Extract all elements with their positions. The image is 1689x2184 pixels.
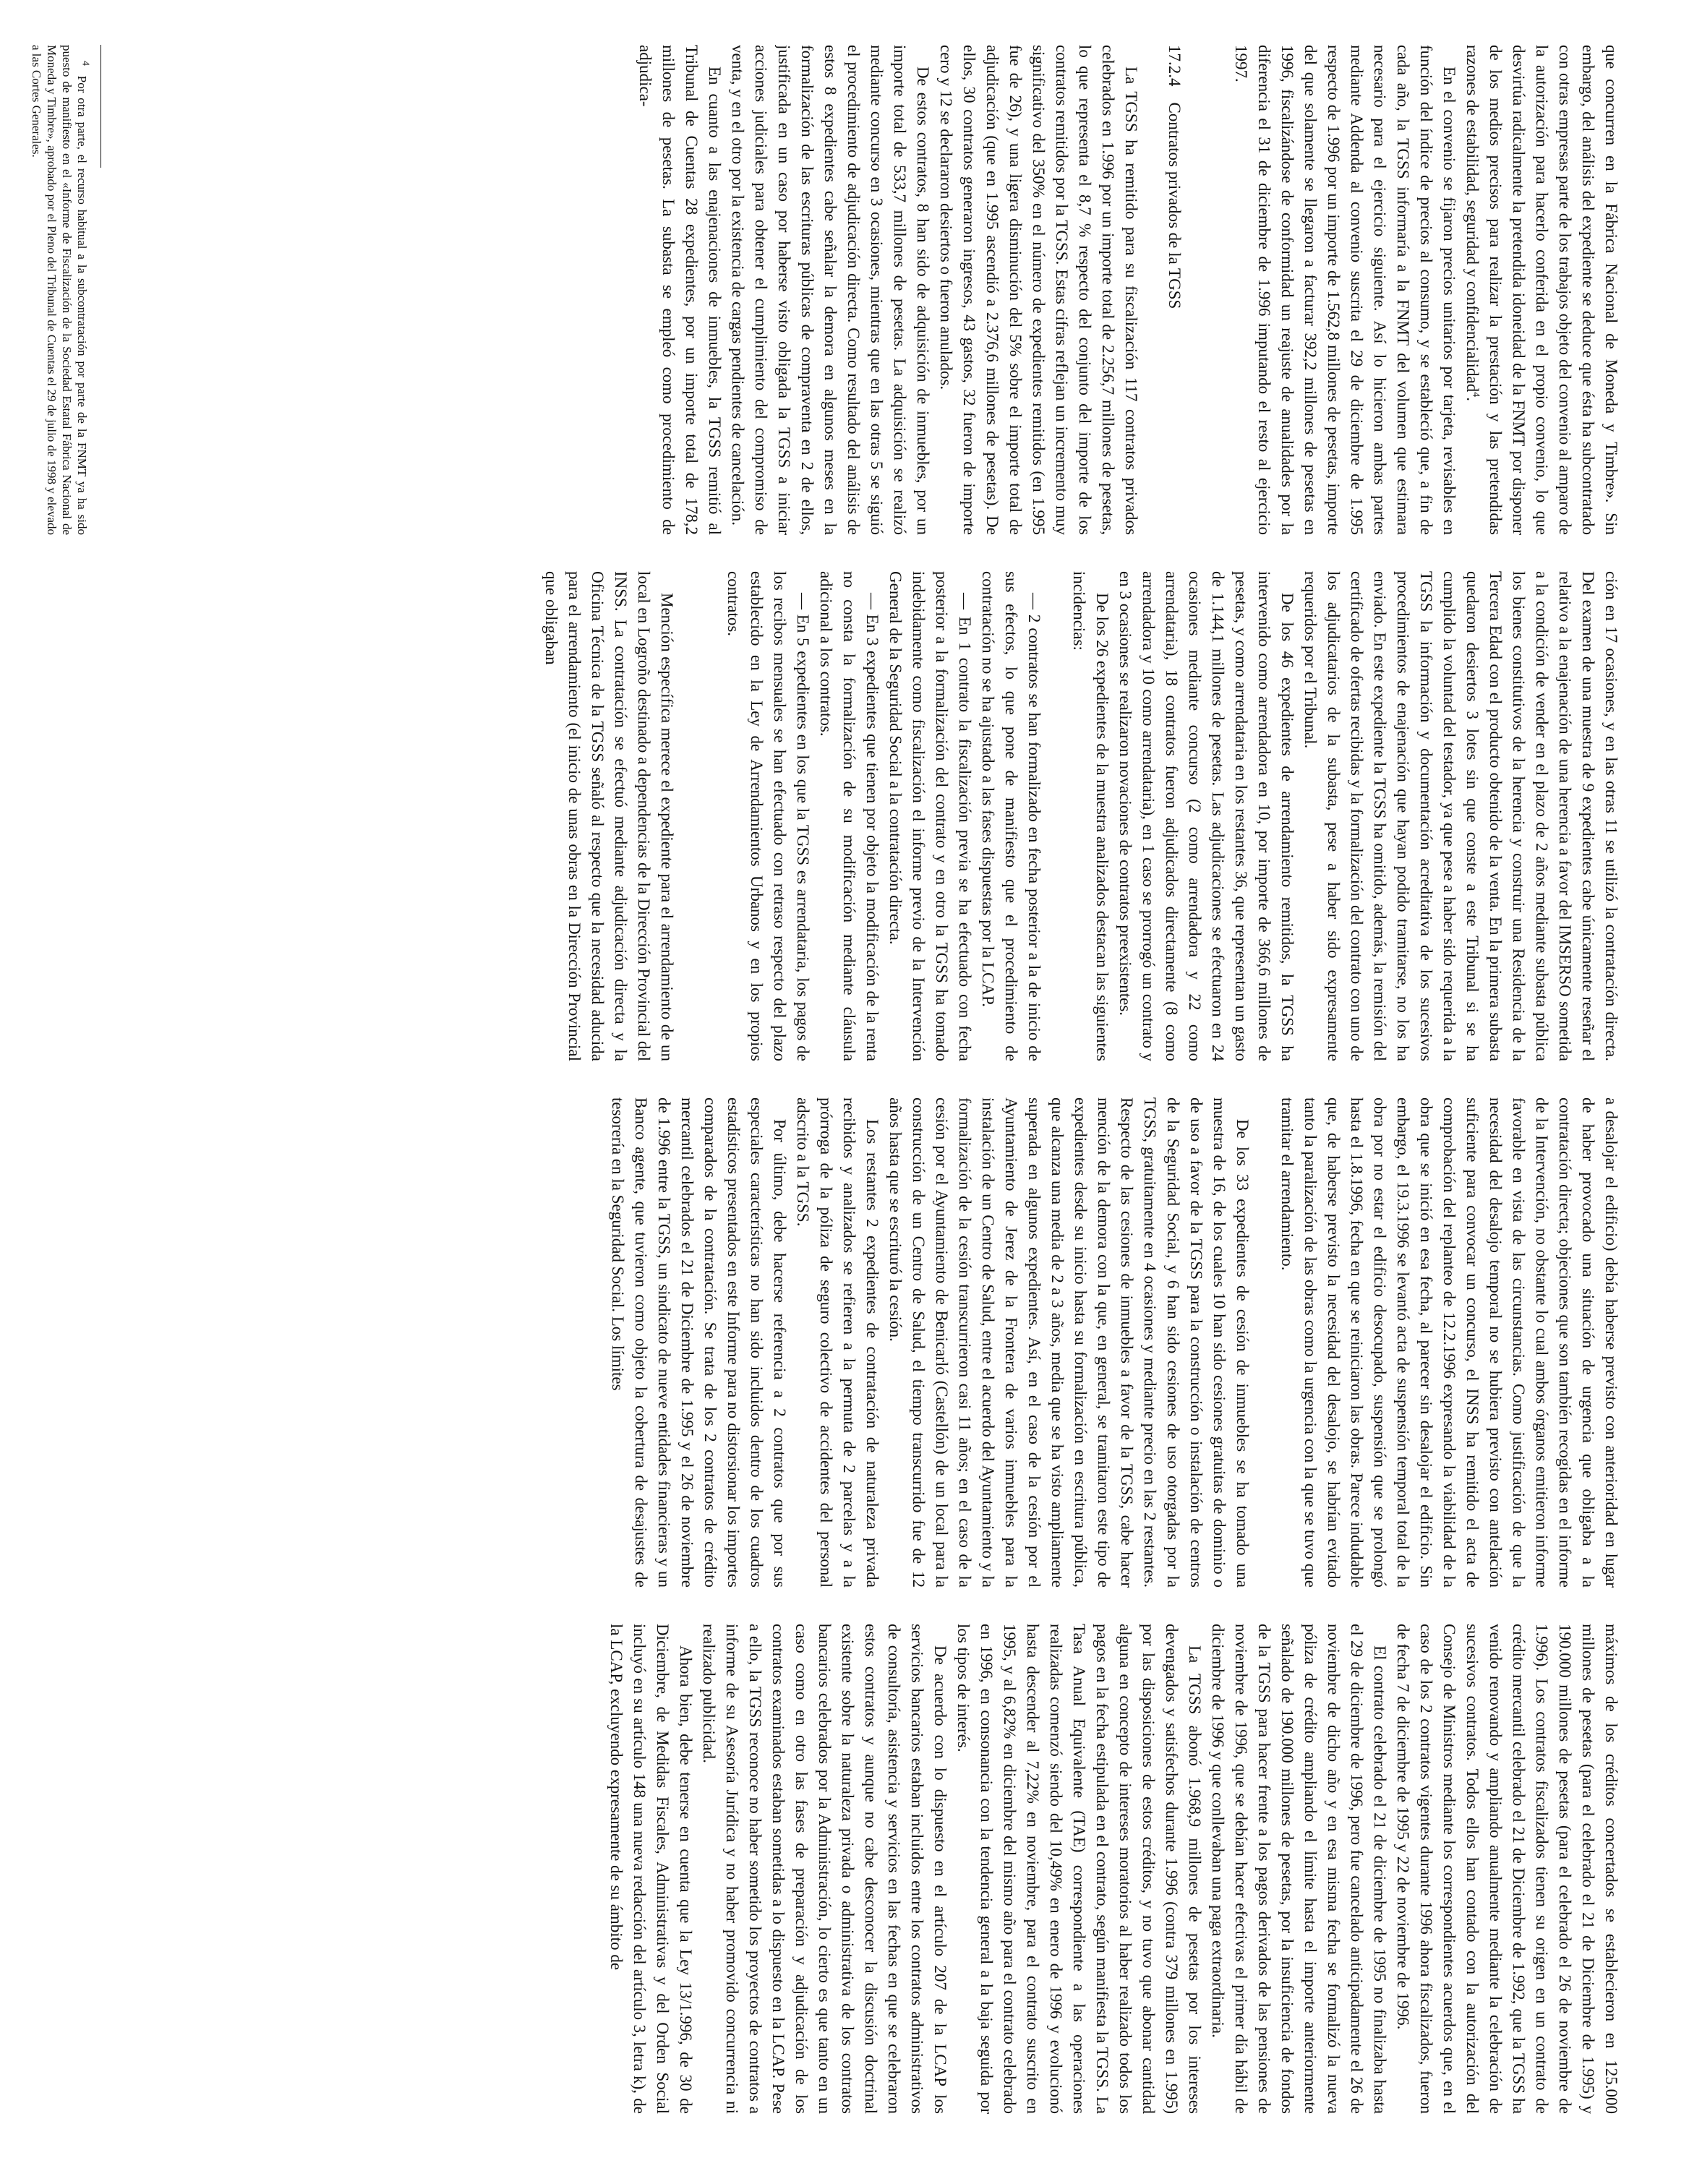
- paragraph: Mención específica merece el expediente para el arrendamiento de un local en Logroño destinado a dependencias de la Dirección Provincial del INSS. La contratación se efectuó mediante adjudicación directa y la Oficina Técnica de la TGSS señaló al respecto que la necesidad aducida para el arrendamiento (el inicio de unas obras en la Dirección Provincial que obligaban: [542, 571, 676, 1061]
- column-3: [32, 1097, 1622, 1588]
- paragraph: ción en 17 ocasiones, y en las otras 11 se utilizó la contratación directa. Del examen de una muestra de 9 expedientes cabe únicamente reseñar el relativo a la enajenación de una herencia a favor del IMSERSO sometida a la condición de vender en el plazo de 2 años mediante subasta pública los bienes constitutivos de la herencia y construir una Residencia de la Tercera Edad con el producto obtenido de la venta. En la primera subasta quedaron desiertos 3 lotes sin que conste a este Tribunal si se ha cumplido la voluntad del testador, ya que pese a haber sido requerida a la TGSS la información y documentación acreditativa de los sucesivos procedimientos de enajenación que hayan podido tramitarse, no los ha enviado. En este expediente la TGSS ha omitido, además, la remisión del certificado de ofertas recibidas y la formalización del contrato con uno de los adjudicatarios de la subasta, pese a haber sido expresamente requeridos por el Tribunal.: [1301, 571, 1620, 1061]
- column-2: [32, 571, 1622, 1061]
- incidence-item: — 2 contratos se han formalizado en fecha posterior a la de inicio de sus efectos, lo que pone de manifiesto que el procedimiento de contratación no se ha ajustado a las fases dispuestas por la LCAP.: [979, 571, 1043, 1061]
- paragraph: En el convenio se fijaron precios unitarios por tarjeta, revisables en función del índice de precios al consumo, y se estableció que, a fin de cada año, la TGSS informaría a la FNMT del volumen que estimara necesario para el ejercicio siguiente. Así lo hicieron ambas partes mediante Addenda al convenio suscrita el 29 de diciembre de 1.995 respecto de 1.996 por un importe de 1.562,8 millones de pesetas, importe del que solamente se llegaron a facturar 392,2 millones de pesetas en 1996, fiscalizándose de conformidad un reajuste de anualidades por la diferencia el 31 de diciembre de 1.996 imputando el resto al ejercicio 1997.: [1232, 45, 1458, 535]
- footnote-mark: 4: [80, 61, 91, 66]
- incidence-item: — En 5 expedientes en los que la TGSS es arrendataria, los pagos de los recibos mensuales se han efectuado con retraso respecto del plazo establecido en la Ley de Arrendamientos Urbanos y en los propios contratos.: [724, 571, 812, 1061]
- paragraph: De los 33 expedientes de cesión de inmuebles se ha tomado una muestra de 16, de los cuales 10 han sido cesiones gratuitas de dominio o de uso a favor de la TGSS para la construcción o instalación de centros de la Seguridad Social, y 6 han sido cesiones de uso otorgadas por la TGSS, gratuitamente en 4 ocasiones y mediante precio en las 2 restantes. Respecto de las cesiones de inmuebles a favor de la TGSS, cabe hacer mención de la demora con la que, en general, se tramitaron este tipo de expedientes desde su inicio hasta su formalización en escritura pública, que alcanza una media de 2 a 3 años, media que se ha visto ampliamente superada en algunos expedientes. Así, en el caso de la cesión por el Ayuntamiento de Jerez de la Frontera de varios inmuebles para la instalación de un Centro de Salud, entre el acuerdo del Ayuntamiento y la formalización de la cesión transcurrieron casi 11 años; en el caso de la cesión por el Ayuntamiento de Benicarló (Castellón) de un local para la construcción de un Centro de Salud, el tiempo transcurrido fue de 12 años hasta que se escrituró la cesión.: [886, 1097, 1252, 1588]
- paragraph: Ahora bien, debe tenerse en cuenta que la Ley 13/1.996, de 30 de Diciembre, de Medidas Fiscales, Administrativas y del Orden Social incluyó en su artículo 148 una nueva redacción del artículo 3, letra k), de la LCAP, excluyendo expresamente de su ámbito de: [607, 1624, 695, 2114]
- paragraph: De estos contratos, 8 han sido de adquisición de inmuebles, por un importe total de 533,7 millones de pesetas. La adquisición se realizó mediante concurso en 3 ocasiones, mientras que en las otras 5 se siguió el procedimiento de adjudicación directa. Como resultado del análisis de estos 8 expedientes cabe señalar la demora en algunos meses en la formalización de las escrituras públicas de compraventa en 2 de ellos, justificada en un caso por haberse visto obligada la TGSS a iniciar acciones judiciales para obtener el cumplimiento del compromiso de venta, y en el otro por la existencia de cargas pendientes de cancelación.: [729, 45, 932, 535]
- paragraph: La TGSS abonó 1.968,9 millones de pesetas por los intereses devengados y satisfechos durante 1.996 (contra 379 millones en 1.995) por las disposiciones de estos créditos, y no tuvo que abonar cantidad alguna en concepto de intereses moratorios al haber realizado todos los pagos en la fecha estipulada en el contrato, según manifiesta la TGSS. La Tasa Anual Equivalente (TAE) correspondiente a las operaciones realizadas comenzó siendo del 10,49% en enero de 1996 y evolucionó hasta descender al 7,22% en noviembre, para el contrato suscrito en 1995, y al 6,82% en diciembre del mismo año para el contrato celebrado en 1996, en consonancia con la tendencia general a la baja seguida por los tipos de interés.: [954, 1624, 1204, 2114]
- paragraph: que concurren en la Fábrica Nacional de Moneda y Timbre». Sin embargo, del análisis del expediente se deduce que ésta ha subcontratado con otras empresas parte de los trabajos objeto del convenio al amparo de la autorización para hacerlo conferida en el propio convenio, lo que desvirtúa radicalmente la pretendida idoneidad de la FNMT por disponer de los medios precisos para realizar la prestación y las pretendidas razones de estabilidad, seguridad y confidencialidad$^4$.: [1463, 45, 1620, 535]
- paragraph: En cuanto a las enajenaciones de inmuebles, la TGSS remitió al Tribunal de Cuentas 28 expedientes, por un importe total de 178,2 millones de pesetas. La subasta se empleó como procedimiento de adjudica-: [636, 45, 724, 535]
- paragraph: De los 26 expedientes de la muestra analizados destacan las siguientes incidencias:: [1070, 571, 1111, 1061]
- footnote-text: Por otra parte, el recurso habitual a la subcontratación por parte de la FNMT ya ha sido puesto de manifiesto en el «Informe de Fiscalización de la Sociedad Estatal Fábrica Nacional de Moneda y Timbre», aprobado por el Pleno del Tribunal de Cuentas el 29 de julio de 1998 y elevado a las Cortes Generales.: [30, 45, 89, 536]
- footnote-reference: 4: [1470, 392, 1481, 398]
- section-heading: [1163, 45, 1186, 535]
- incidence-item: — En 1 contrato la fiscalización previa se ha efectuado con fecha posterior a la formalización del contrato y en otro la TGSS ha tomado indebidamente como fiscalización el informe previo de la Intervención General de la Seguridad Social a la contratación directa.: [886, 571, 974, 1061]
- paragraph: Los restantes 2 expedientes de contratación de naturaleza privada recibidos y analizados se refieren a la permuta de 2 parcelas y a la prórroga de la póliza de seguro colectivo de accidentes del personal adscrito a la TGSS.: [794, 1097, 881, 1588]
- section-title: Contratos privados de la TGSS: [1166, 102, 1184, 309]
- section-number: 17.2.4: [1166, 45, 1184, 87]
- paragraph: a desalojar el edificio) debía haberse previsto con anterioridad en lugar de haber provocado una situación de urgencia que obligaba a la contratación directa; objeciones que son también recogidas en el informe de la Intervención, no obstante lo cual ambos órganos emitieron informe favorable en vista de las circunstancias. Como justificación de que la necesidad del desalojo temporal no se hubiera previsto con antelación suficiente para convocar un concurso, el INSS ha remitido el acta de comprobación del replanteo de 12.2.1996 expresando la viabilidad de la obra que se inició en esa fecha, al parecer sin desalojar el edificio. Sin embargo, el 19.3.1996 se levantó acta de suspensión temporal total de la obra por no estar el edificio desocupado, suspensión que se prolongó hasta el 1.8.1996, fecha en que se reiniciaron las obras. Parece indudable que, de haberse previsto la necesidad del desalojo, se habrían evitado tanto la paralización de las obras como la urgencia con la que se tuvo que tramitar el arrendamiento.: [1278, 1097, 1620, 1588]
- column-4: [32, 1624, 1622, 2114]
- paragraph: máximos de los créditos concertados se establecieron en 125.000 millones de pesetas (para el celebrado el 21 de Diciembre de 1.995) y 190.000 millones de pesetas (para el celebrado el 26 de noviembre de 1.996). Los contratos fiscalizados tienen su origen en un contrato de crédito mercantil celebrado el 21 de Diciembre de 1.992, que la TGSS ha venido renovando y ampliando anualmente mediante la celebración de sucesivos contratos. Todos ellos han contado con la autorización del Consejo de Ministros mediante los correspondientes acuerdos que, en el caso de los 2 contratos vigentes durante 1996 ahora fiscalizados, fueron de fecha 7 de diciembre de 1995 y 22 de noviembre de 1996.: [1394, 1624, 1620, 2114]
- paragraph: El contrato celebrado el 21 de diciembre de 1995 no finalizaba hasta el 29 de diciembre de 1996, pero fue cancelado anticipadamente el 26 de noviembre de dicho año y en esa misma fecha se formalizó la nueva póliza de crédito ampliando el límite hasta el importe anteriormente señalado de 190.000 millones de pesetas, por la insuficiencia de fondos de la TGSS para hacer frente a los pagos derivados de las pensiones de noviembre de 1996, que se debían hacer efectivas el primer día hábil de diciembre de 1996 y que conllevaban una paga extraordinaria.: [1209, 1624, 1389, 2114]
- paragraph: La TGSS ha remitido para su fiscalización 117 contratos privados celebrados en 1.996 por un importe total de 2.256,7 millones de pesetas, lo que representa el 8,7 % respecto del conjunto del importe de los contratos remitidos por la TGSS. Estas cifras reflejan un incremento muy significativo del 350% en el número de expedientes remitidos (en 1.995 fue de 26), y una ligera disminución del 5% sobre el importe total de adjudicación (que en 1.995 ascendió a 2.376,6 millones de pesetas). De ellos, 30 contratos generaron ingresos, 43 gastos, 32 fueron de importe cero y 12 se declararon desiertos o fueron anulados.: [937, 45, 1140, 535]
- incidence-item: — En 3 expedientes que tienen por objeto la modificación de la renta no consta la formalización de su modificación mediante cláusula adicional a los contratos.: [817, 571, 881, 1061]
- column-1: [32, 45, 1622, 535]
- footnote: [29, 45, 90, 535]
- paragraph: De los 46 expedientes de arrendamiento remitidos, la TGSS ha intervenido como arrendadora en 10, por importe de 366,6 millones de pesetas, y como arrendataria en los restantes 36, que representan un gasto de 1.144,1 millones de pesetas. Las adjudicaciones se efectuaron en 24 ocasiones mediante concurso (2 como arrendadora y 22 como arrendataria), 18 contratos fueron adjudicados directamente (8 como arrendadora y 10 como arrendataria), en 1 caso se prorrogó un contrato y en 3 ocasiones se realizaron novaciones de contratos preexistentes.: [1116, 571, 1296, 1061]
- paragraph: De acuerdo con lo dispuesto en el artículo 207 de la LCAP los servicios bancarios estaban incluidos entre los contratos administrativos de consultoría, asistencia y servicios en las fechas en que se celebraron estos contratos y aunque no cabe desconocer la discusión doctrinal existente sobre la naturaleza privada o administrativa de los contratos bancarios celebrados por la Administración, lo cierto es que tanto en un caso como en otro las fases de preparación y adjudicación de los contratos examinados estaban sometidas a lo dispuesto en la LCAP. Pese a ello, la TGSS reconoce no haber sometido los proyectos de contratos a informe de su Asesoría Jurídica y no haber promovido concurrencia ni realizado publicidad.: [700, 1624, 949, 2114]
- paragraph: Por último, debe hacerse referencia a 2 contratos que por sus especiales características no han sido incluidos dentro de los cuadros estadísticos presentados en este Informe para no distorsionar los importes comparados de la contratación. Se trata de los 2 contratos de crédito mercantil celebrados el 21 de Diciembre de 1.995 y el 26 de noviembre de 1.996 entre la TGSS, un sindicato de nueve entidades financieras y un Banco agente, que tuvieron como objeto la cobertura de desajustes de tesorería en la Seguridad Social. Los límites: [609, 1097, 789, 1588]
